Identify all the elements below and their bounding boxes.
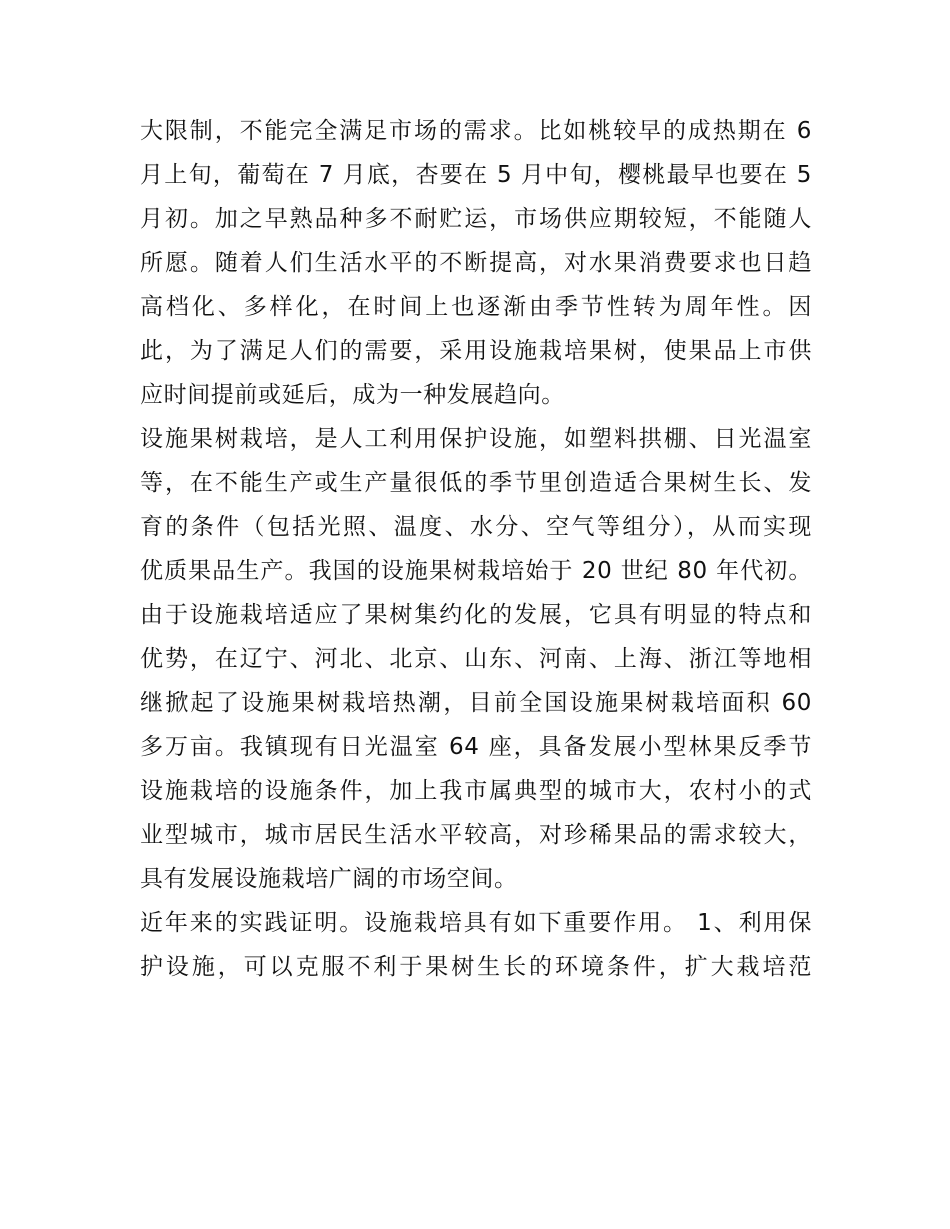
text-line: 优质果品生产。我国的设施果树栽培始于 20 世纪 80 年代初。: [140, 558, 812, 584]
text-line: 设施栽培的设施条件，加上我市属典型的城市大，农村小的式: [140, 778, 812, 804]
text-line: 护设施，可以克服不利于果树生长的环境条件，扩大栽培范: [140, 954, 812, 980]
text-line: 继掀起了设施果树栽培热潮，目前全国设施果树栽培面积 60: [140, 690, 812, 716]
text-line: 由于设施栽培适应了果树集约化的发展，它具有明显的特点和: [140, 602, 812, 628]
text-line: 优势，在辽宁、河北、北京、山东、河南、上海、浙江等地相: [140, 646, 812, 672]
text-line: 近年来的实践证明。设施栽培具有如下重要作用。 1、利用保: [140, 910, 812, 936]
text-line: 等，在不能生产或生产量很低的季节里创造适合果树生长、发: [140, 470, 812, 496]
text-line: 此，为了满足人们的需要，采用设施栽培果树，使果品上市供: [140, 338, 812, 364]
text-line: 所愿。随着人们生活水平的不断提高，对水果消费要求也日趋: [140, 250, 812, 276]
text-line: 设施果树栽培，是人工利用保护设施，如塑料拱棚、日光温室: [140, 426, 812, 452]
text-line: 月上旬，葡萄在 7 月底，杏要在 5 月中旬，樱桃最早也要在 5: [140, 162, 812, 188]
text-line: 业型城市，城市居民生活水平较高，对珍稀果品的需求较大，: [140, 822, 812, 848]
text-line: 多万亩。我镇现有日光温室 64 座，具备发展小型林果反季节: [140, 734, 812, 760]
document-body: [140, 109, 812, 989]
text-line: 应时间提前或延后，成为一种发展趋向。: [140, 382, 565, 408]
text-line: 高档化、多样化，在时间上也逐渐由季节性转为周年性。因: [140, 294, 812, 320]
text-line: 月初。加之早熟品种多不耐贮运，市场供应期较短，不能随人: [140, 206, 812, 232]
text-line: 育的条件（包括光照、温度、水分、空气等组分），从而实现: [140, 514, 812, 540]
text-line: 大限制，不能完全满足市场的需求。比如桃较早的成热期在 6: [140, 118, 812, 144]
text-line: 具有发展设施栽培广阔的市场空间。: [140, 866, 518, 892]
